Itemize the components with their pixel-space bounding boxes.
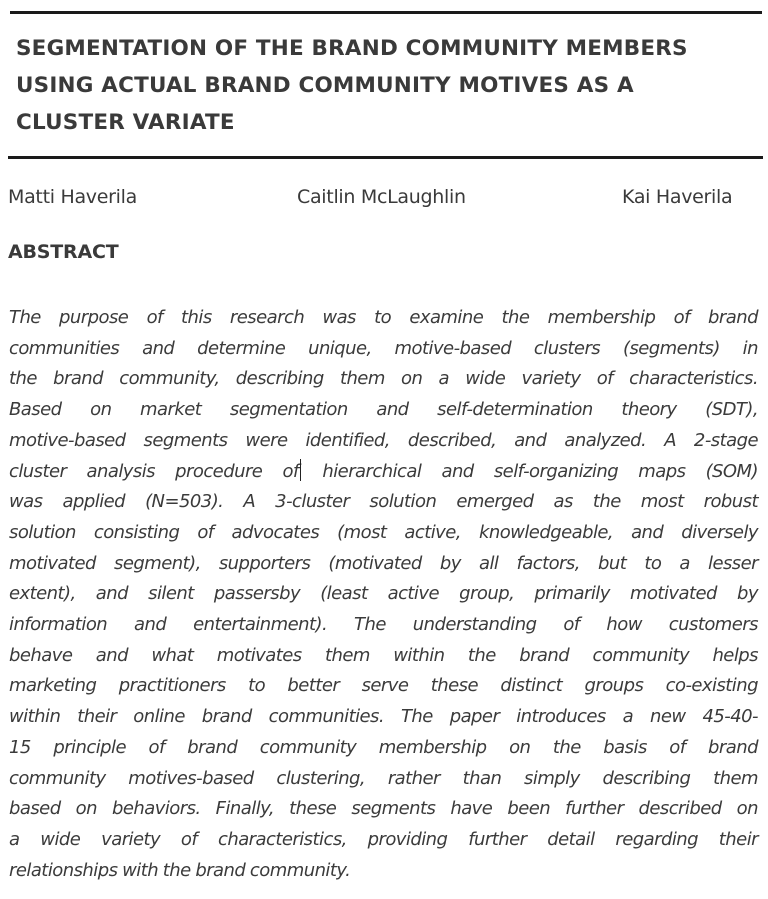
abstract-line: 15 principle of brand community membership on the basis of brand: [9, 736, 758, 758]
paper-title: [16, 30, 761, 141]
abstract-line: [9, 457, 758, 488]
abstract-line: relationships with the brand community.: [9, 859, 351, 881]
abstract-line: motivated segment), supporters (motivated by all factors, but to a lesser: [9, 552, 758, 574]
abstract-line: the brand community, describing them on a wide variety of characteristics.: [9, 368, 758, 390]
title-bottom-rule: [8, 156, 763, 159]
abstract-line: a wide variety of characteristics, providing further detail regarding their: [9, 828, 758, 850]
title-line: CLUSTER VARIATE: [16, 110, 235, 135]
author-name: Caitlin McLaughlin: [297, 186, 466, 208]
abstract-heading: ABSTRACT: [8, 241, 119, 263]
abstract-line: The purpose of this research was to examine the membership of brand: [9, 307, 758, 328]
abstract-line: solution consisting of advocates (most active, knowledgeable, and diversely: [9, 521, 758, 543]
abstract-line: motive-based segments were identified, described, and analyzed. A 2-stage: [9, 429, 758, 451]
abstract-line: information and entertainment). The understanding of how customers: [9, 614, 758, 636]
abstract-line: was applied (N=503). A 3-cluster solution emerged as the most robust: [9, 491, 758, 513]
abstract-line: communities and determine unique, motive-based clusters (segments) in: [9, 337, 758, 359]
abstract-body[interactable]: [9, 303, 758, 886]
author-name: Kai Haverila: [622, 186, 733, 208]
text-cursor-icon: [300, 459, 302, 481]
abstract-line: behave and what motivates them within the brand community helps: [9, 644, 758, 666]
abstract-line: extent), and silent passersby (least active group, primarily motivated by: [9, 583, 758, 605]
author-list: [0, 186, 768, 216]
abstract-line: community motives-based clustering, rather than simply describing them: [9, 767, 758, 789]
title-top-rule: [10, 11, 762, 14]
title-line: SEGMENTATION OF THE BRAND COMMUNITY MEMBERS: [16, 36, 688, 61]
abstract-line: Based on market segmentation and self-determination theory (SDT),: [9, 399, 758, 421]
abstract-line: within their online brand communities. The paper introduces a new 45-40-: [9, 706, 758, 728]
abstract-line-part: cluster analysis procedure of: [9, 460, 299, 482]
author-name: Matti Haverila: [8, 186, 137, 208]
title-line: USING ACTUAL BRAND COMMUNITY MOTIVES AS A: [16, 73, 634, 98]
abstract-line-part: hierarchical and self-organizing maps (SOM): [322, 460, 759, 482]
abstract-line: marketing practitioners to better serve these distinct groups co-existing: [9, 675, 758, 697]
abstract-line: based on behaviors. Finally, these segments have been further described on: [9, 798, 758, 820]
